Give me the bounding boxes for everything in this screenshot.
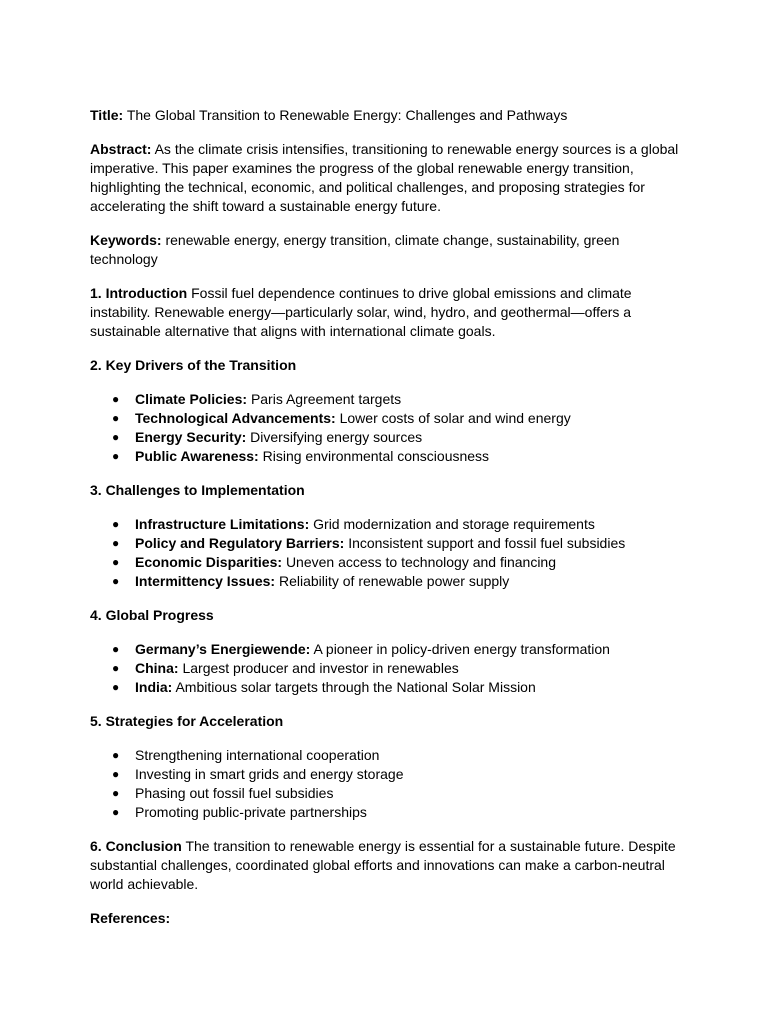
list-item-label: Intermittency Issues: [135, 573, 276, 589]
list-item [90, 784, 680, 803]
list-item [90, 447, 680, 466]
list-item [90, 765, 680, 784]
bullet-icon: ● [112, 449, 120, 463]
list-item-label: Technological Advancements: [135, 410, 336, 426]
list-item [90, 515, 680, 534]
bullet-icon: ● [112, 411, 120, 425]
list-item [90, 390, 680, 409]
list-item-label: Policy and Regulatory Barriers: [135, 535, 345, 551]
list-item-text: Reliability of renewable power supply [278, 573, 510, 589]
bullet-icon: ● [112, 430, 120, 444]
progress-list [90, 640, 680, 697]
list-item-label: India: [135, 679, 173, 695]
list-item [90, 553, 680, 572]
keywords-paragraph [90, 231, 680, 269]
list-item-text: Ambitious solar targets through the National Solar Mission [175, 679, 536, 695]
introduction-label: 1. Introduction [90, 285, 188, 301]
conclusion-label: 6. Conclusion [90, 838, 182, 854]
conclusion-paragraph [90, 837, 680, 894]
list-item [90, 678, 680, 697]
bullet-icon: ● [112, 536, 120, 550]
list-item [90, 572, 680, 591]
document-page [90, 106, 680, 943]
strategies-heading: 5. Strategies for Acceleration [90, 713, 284, 729]
list-item [90, 659, 680, 678]
list-item-text: Phasing out fossil fuel subsidies [135, 785, 334, 801]
list-item-text: Strengthening international cooperation [135, 747, 380, 763]
title-label: Title: [90, 107, 124, 123]
bullet-icon: ● [112, 748, 120, 762]
abstract-paragraph [90, 140, 680, 216]
list-item-text: Paris Agreement targets [250, 391, 402, 407]
drivers-list [90, 390, 680, 466]
list-item-label: Infrastructure Limitations: [135, 516, 310, 532]
list-item-label: Climate Policies: [135, 391, 248, 407]
bullet-icon: ● [112, 767, 120, 781]
list-item-label: Public Awareness: [135, 448, 259, 464]
bullet-icon: ● [112, 642, 120, 656]
drivers-heading: 2. Key Drivers of the Transition [90, 357, 297, 373]
list-item-text: Largest producer and investor in renewables [182, 660, 459, 676]
keywords-label: Keywords: [90, 232, 162, 248]
bullet-icon: ● [112, 680, 120, 694]
bullet-icon: ● [112, 517, 120, 531]
abstract-text: As the climate crisis intensifies, transitioning to renewable energy sources is a global imperative. This paper examines the progress of the global renewable energy transition, highlighting the technical, economic, and political challenges, and proposing strategies for accelerating the shift toward a sustainable energy future. [90, 141, 679, 214]
list-item [90, 409, 680, 428]
bullet-icon: ● [112, 661, 120, 675]
list-item-text: Inconsistent support and fossil fuel subsidies [348, 535, 626, 551]
list-item-text: Promoting public-private partnerships [135, 804, 367, 820]
list-item-text: Rising environmental consciousness [262, 448, 490, 464]
list-item-text: A pioneer in policy-driven energy transformation [313, 641, 610, 657]
references-heading: References: [90, 910, 171, 926]
list-item [90, 534, 680, 553]
list-item-text: Lower costs of solar and wind energy [339, 410, 571, 426]
strategies-list [90, 746, 680, 822]
bullet-icon: ● [112, 805, 120, 819]
list-item-label: China: [135, 660, 179, 676]
bullet-icon: ● [112, 786, 120, 800]
list-item [90, 428, 680, 447]
conclusion-text: The transition to renewable energy is essential for a sustainable future. Despite substantial challenges, coordinated global efforts and innovations can make a carbon-neutral world achievable. [90, 838, 676, 892]
list-item-text: Uneven access to technology and financing [285, 554, 557, 570]
title-text: The Global Transition to Renewable Energy: Challenges and Pathways [126, 107, 568, 123]
list-item-text: Diversifying energy sources [250, 429, 423, 445]
list-item-label: Germany’s Energiewende: [135, 641, 311, 657]
list-item-label: Economic Disparities: [135, 554, 283, 570]
bullet-icon: ● [112, 555, 120, 569]
list-item [90, 803, 680, 822]
challenges-heading: 3. Challenges to Implementation [90, 482, 305, 498]
introduction-text: Fossil fuel dependence continues to drive global emissions and climate instability. Renewable energy—particularly solar, wind, hydro, and geothermal—offers a sustainable alternative that aligns with international climate goals. [90, 285, 632, 339]
title-paragraph [90, 106, 680, 125]
challenges-list [90, 515, 680, 591]
list-item-label: Energy Security: [135, 429, 247, 445]
abstract-label: Abstract: [90, 141, 152, 157]
introduction-paragraph [90, 284, 680, 341]
list-item [90, 746, 680, 765]
keywords-text: renewable energy, energy transition, climate change, sustainability, green technology [90, 232, 620, 267]
list-item-text: Investing in smart grids and energy storage [135, 766, 404, 782]
bullet-icon: ● [112, 574, 120, 588]
bullet-icon: ● [112, 392, 120, 406]
list-item-text: Grid modernization and storage requirements [313, 516, 595, 532]
list-item [90, 640, 680, 659]
progress-heading: 4. Global Progress [90, 607, 214, 623]
